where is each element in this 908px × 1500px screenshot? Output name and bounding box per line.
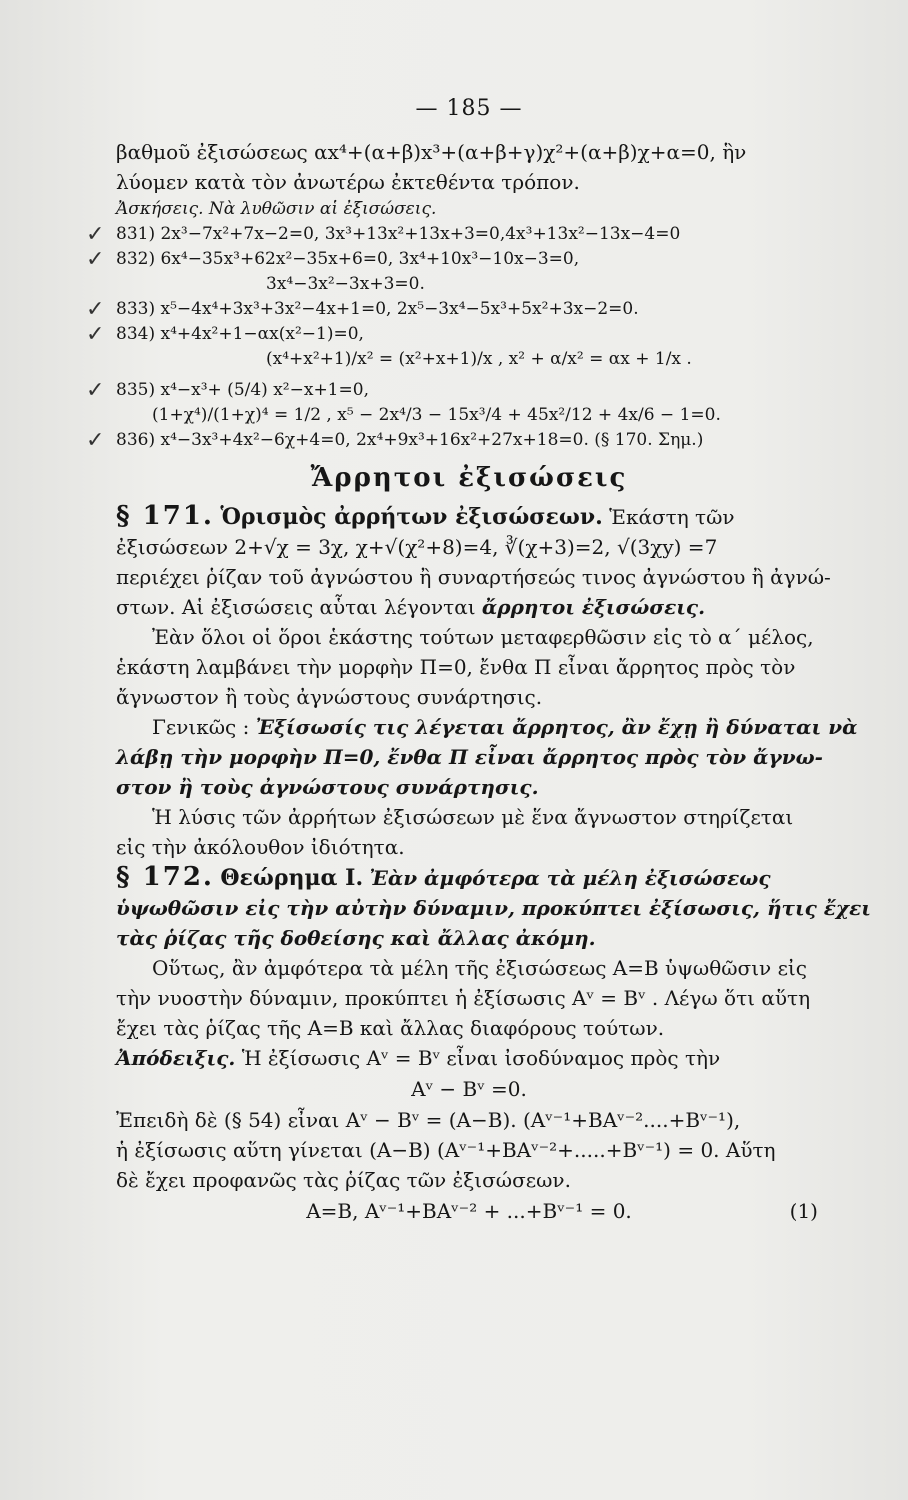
definition-line: στον ἢ τοὺς ἀγνώστους συνάρτησις.: [116, 775, 539, 799]
definition-text: Ἐξίσωσίς τις λέγεται ἄρρητος, ἂν ἔχῃ ἢ δύναται νὰ: [255, 715, 858, 739]
definition-line: [116, 712, 858, 742]
exercise-text: 834) x⁴+4x²+1−αx(x²−1)=0,: [116, 324, 364, 344]
exercises-heading: Ἀσκήσεις. Νὰ λυθῶσιν αἱ ἐξισώσεις.: [116, 199, 437, 219]
equation-number: (1): [789, 1199, 818, 1223]
exercise-835-cont: (1+χ⁴)/(1+χ)⁴ = 1/2 , x⁵ − 2x⁴/3 − 15x³/4 + 45x²/12 + 4x/6 − 1=0.: [152, 405, 721, 425]
text-line: περιέχει ῥίζαν τοῦ ἀγνώστου ἢ συναρτήσεώς τινος ἀγνώστου ἢ ἀγνώ-: [116, 565, 831, 589]
exercise-832: [86, 247, 822, 272]
section-number: § 172.: [116, 862, 214, 892]
exercise-text: 836) x⁴−3x³+4x²−6χ+4=0, 2x⁴+9x³+16x²+27x+18=0. (§ 170. Σημ.): [116, 430, 704, 450]
exercise-831: [86, 222, 822, 247]
theorem-label: Θεώρημα Ι.: [220, 865, 364, 891]
text-span: στων. Αἱ ἐξισώσεις αὗται λέγονται: [116, 595, 476, 619]
text-line: Ἐὰν ὅλοι οἱ ὅροι ἑκάστης τούτων μεταφερθῶσιν εἰς τὸ α΄ μέλος,: [152, 625, 814, 649]
section-title: Ὁρισμὸς ἀρρήτων ἐξισώσεων.: [220, 504, 603, 530]
text-span: Ἡ ἐξίσωσις Aᵛ = Bᵛ εἶναι ἰσοδύναμος πρὸς τὴν: [241, 1046, 721, 1070]
text-line: βαθμοῦ ἐξισώσεως αx⁴+(α+β)x³+(α+β+γ)χ²+(α+β)χ+α=0, ἣν: [116, 140, 747, 164]
text-line: λύομεν κατὰ τὸν ἀνωτέρω ἐκτεθέντα τρόπον.: [116, 170, 580, 194]
check-mark-icon: ✓: [86, 247, 105, 272]
theorem-text: Ἐὰν ἀμφότερα τὰ μέλη ἐξισώσεως: [369, 866, 771, 890]
check-mark-icon: ✓: [86, 322, 105, 347]
equation: Aᵛ − Bᵛ =0.: [411, 1077, 527, 1101]
text-line: ἐξισώσεων 2+√χ = 3χ, χ+√(χ²+8)=4, ∛(χ+3)=2, √(3χy) =7: [116, 535, 718, 559]
proof-label: Ἀπόδειξις.: [116, 1046, 236, 1070]
term: ἄρρητοι ἐξισώσεις.: [481, 595, 706, 619]
exercise-text: 833) x⁵−4x⁴+3x³+3x²−4x+1=0, 2x⁵−3x⁴−5x³+5x²+3x−2=0.: [116, 299, 639, 319]
exercise-834-cont: (x⁴+x²+1)/x² = (x²+x+1)/x , x² + α/x² = αx + 1/x .: [266, 349, 692, 369]
theorem-line: τὰς ῥίζας τῆς δοθείσης καὶ ἄλλας ἀκόμη.: [116, 926, 596, 950]
exercise-text: 832) 6x⁴−35x³+62x²−35x+6=0, 3x⁴+10x³−10x−3=0,: [116, 249, 580, 269]
check-mark-icon: ✓: [86, 222, 105, 247]
section-171-title: [116, 501, 822, 532]
text-line: [116, 592, 822, 622]
definition-line: λάβῃ τὴν μορφὴν Π=0, ἔνθα Π εἶναι ἄρρητος πρὸς τὸν ἄγνω-: [116, 745, 823, 769]
exercise-832-cont: 3x⁴−3x²−3x+3=0.: [266, 274, 425, 294]
exercise-834: [86, 322, 822, 347]
text-line: Οὕτως, ἂν ἀμφότερα τὰ μέλη τῆς ἐξισώσεως A=B ὑψωθῶσιν εἰς: [152, 956, 807, 980]
check-mark-icon: ✓: [86, 297, 105, 322]
text-line: ἑκάστη λαμβάνει τὴν μορφὴν Π=0, ἔνθα Π εἶναι ἄρρητος πρὸς τὸν: [116, 655, 796, 679]
text-line: δὲ ἔχει προφανῶς τὰς ῥίζας τῶν ἐξισώσεων.: [116, 1168, 571, 1192]
section-heading: Ἄρρητοι ἐξισώσεις: [310, 463, 628, 493]
section-number: § 171.: [116, 501, 214, 531]
exercise-836: [86, 428, 822, 453]
exercise-835: [86, 378, 822, 403]
exercise-text: 831) 2x³−7x²+7x−2=0, 3x³+13x²+13x+3=0,4x³+13x²−13x−4=0: [116, 224, 681, 244]
text-line: εἰς τὴν ἀκόλουθον ἰδιότητα.: [116, 835, 405, 859]
check-mark-icon: ✓: [86, 428, 105, 453]
text-line: τὴν νυοστὴν δύναμιν, προκύπτει ἡ ἐξίσωσις Aᵛ = Bᵛ . Λέγω ὅτι αὕτη: [116, 986, 811, 1010]
text-line: Ἐπειδὴ δὲ (§ 54) εἶναι Aᵛ − Bᵛ = (A−B). (Aᵛ⁻¹+BAᵛ⁻²....+Bᵛ⁻¹),: [116, 1108, 741, 1132]
section-172-title: [116, 862, 822, 893]
text-line: ἔχει τὰς ῥίζας τῆς A=B καὶ ἄλλας διαφόρους τούτων.: [116, 1016, 665, 1040]
text-line: ἡ ἐξίσωσις αὕτη γίνεται (A−B) (Aᵛ⁻¹+BAᵛ⁻²+.....+Bᵛ⁻¹) = 0. Αὕτη: [116, 1138, 776, 1162]
equation-1: [116, 1195, 822, 1227]
exercise-text: 835) x⁴−x³+ (5/4) x²−x+1=0,: [116, 380, 369, 400]
exercise-833: [86, 297, 822, 322]
proof-line: [116, 1043, 822, 1073]
theorem-line: ὑψωθῶσιν εἰς τὴν αὐτὴν δύναμιν, προκύπτει ἐξίσωσις, ἥτις ἔχει: [116, 896, 871, 920]
page-number: — 185 —: [415, 96, 523, 121]
text-line: ἄγνωστον ἢ τοὺς ἀγνώστους συνάρτησις.: [116, 685, 543, 709]
text-span: Ἑκάστη τῶν: [609, 505, 735, 529]
equation-text: A=B, Aᵛ⁻¹+BAᵛ⁻² + ...+Bᵛ⁻¹ = 0.: [306, 1199, 632, 1223]
text-span: Γενικῶς :: [152, 715, 250, 739]
check-mark-icon: ✓: [86, 378, 105, 403]
text-line: Ἡ λύσις τῶν ἀρρήτων ἐξισώσεων μὲ ἕνα ἄγνωστον στηρίζεται: [152, 805, 794, 829]
